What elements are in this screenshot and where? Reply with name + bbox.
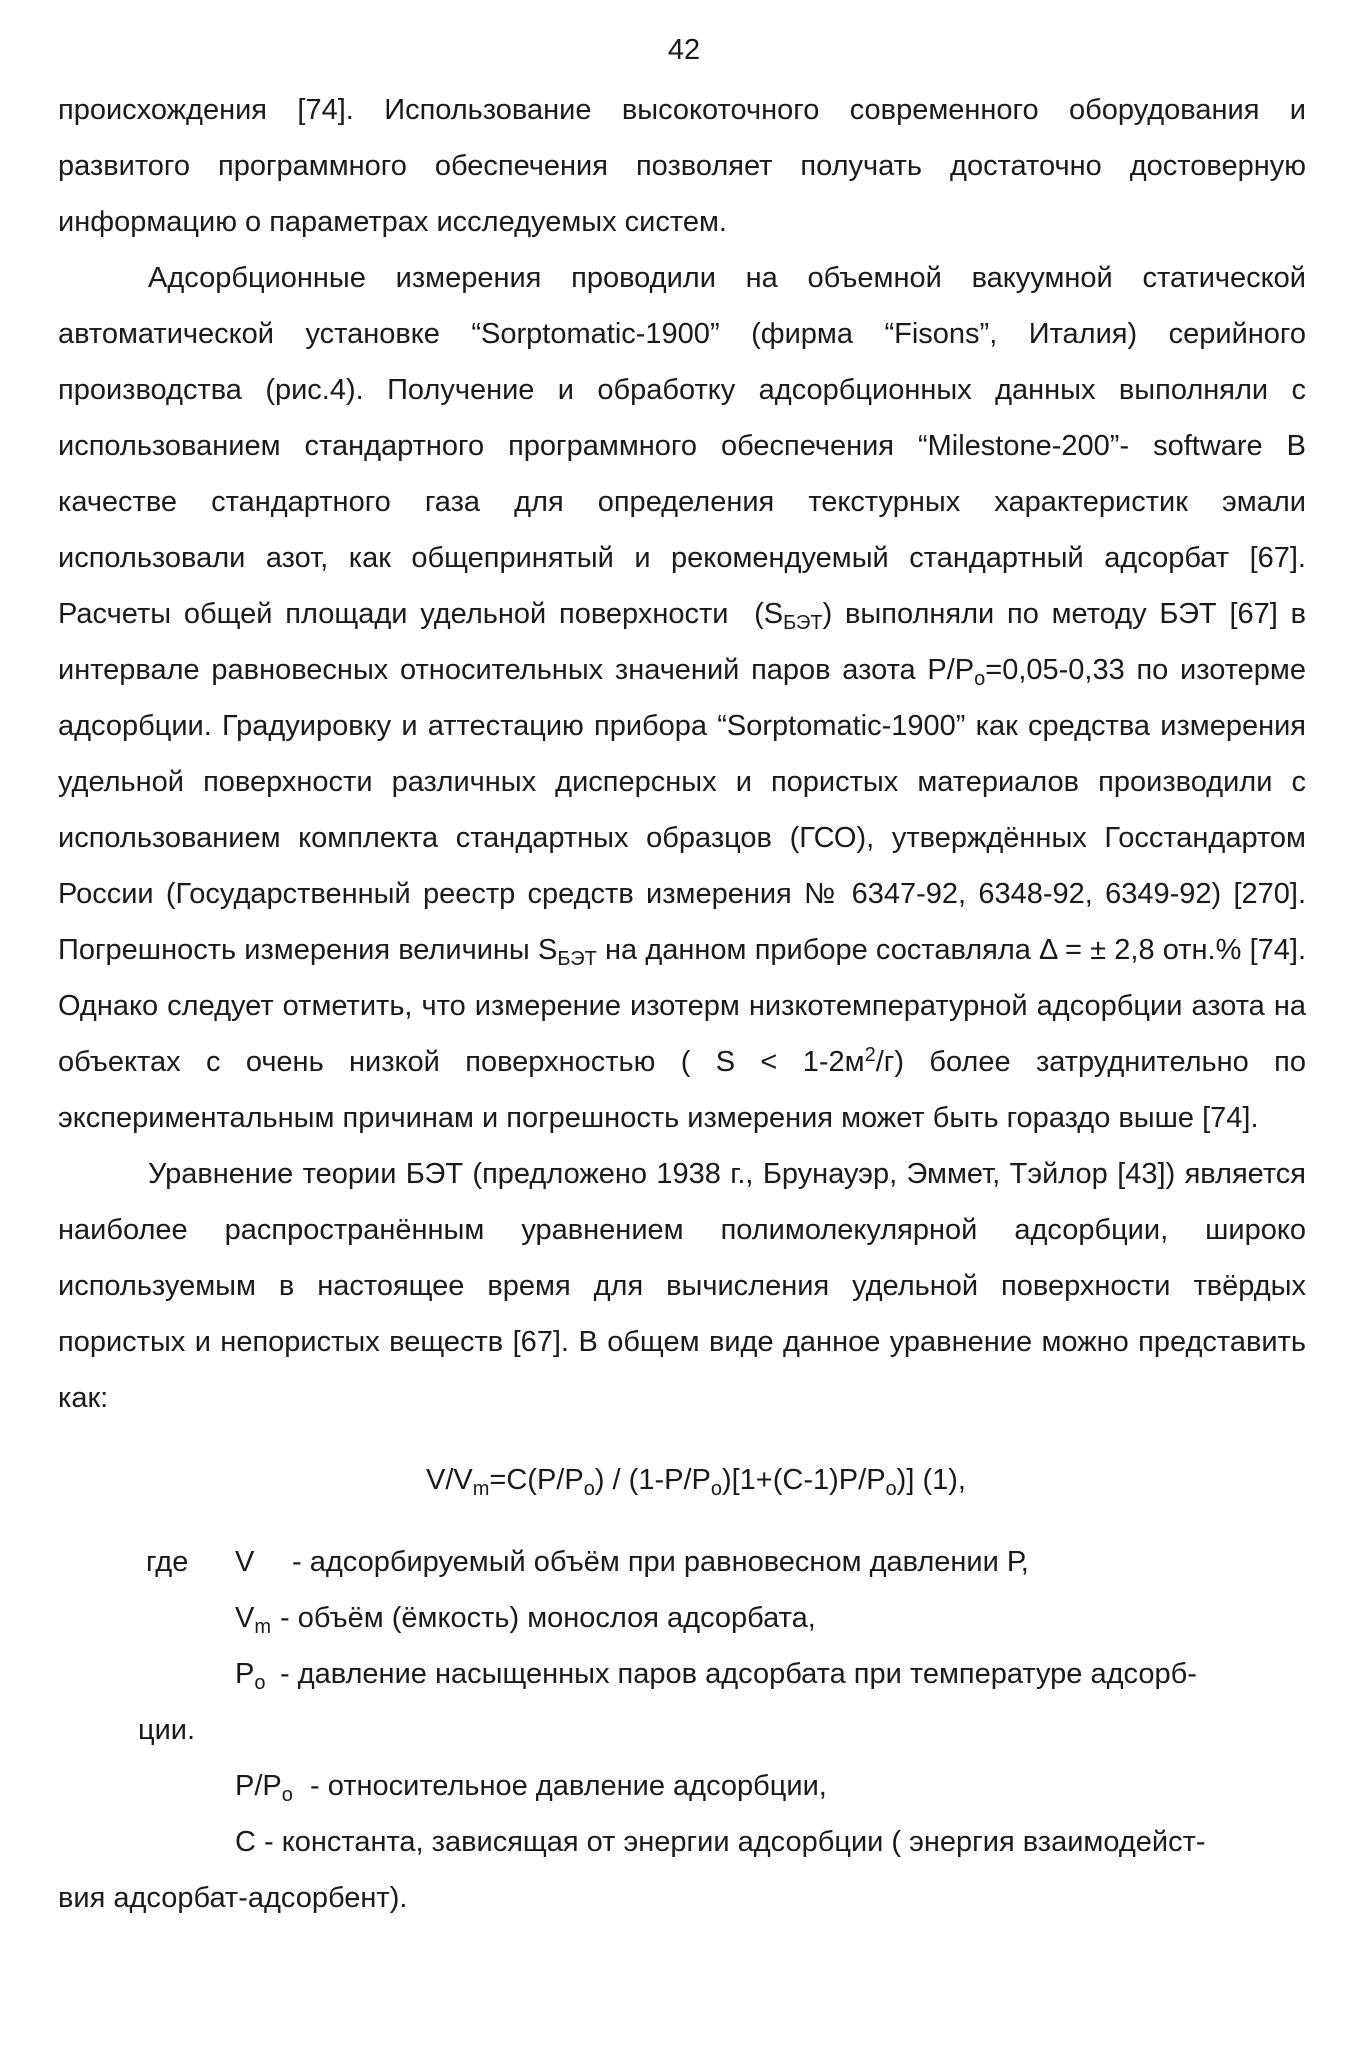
eq-sub: o: [885, 1478, 897, 1500]
symbol-ppo-sub: o: [281, 1784, 293, 1806]
definition-po: [58, 1646, 1306, 1702]
eq-part: ) / (1-P/P: [594, 1464, 711, 1496]
s-bet-close: ) выполняли по методу БЭТ: [822, 598, 1217, 630]
paragraph-2: [58, 250, 1306, 1146]
document-body: [58, 82, 1306, 1926]
paragraph-1: происхождения [74]. Использование высокоточного современного оборудования и развитого программного обеспечения позволяет получать достаточно достоверную информацию о параметрах исследуемых систем.: [58, 94, 1306, 238]
page-number: 42: [667, 34, 701, 66]
eq-sub: o: [710, 1478, 722, 1500]
symbol-ppo: [235, 1758, 293, 1814]
definition-c-continuation-row: [58, 1870, 1306, 1926]
bet-equation: [58, 1426, 1306, 1534]
paragraph-2-text-e: /г) более затруднительно по экспериментальным причинам и погрешность измерения может быть гораздо выше [74].: [58, 1046, 1306, 1134]
squared-superscript: 2: [864, 1044, 876, 1066]
symbol-ppo-base: P/P: [235, 1770, 282, 1802]
symbol-po-sub: o: [254, 1672, 266, 1694]
definition-ppo: [58, 1758, 1306, 1814]
bet-subscript-2: БЭТ: [557, 948, 597, 970]
symbol-vm: [235, 1590, 271, 1646]
definition-c-continuation: вия адсорбат-адсорбент).: [58, 1882, 408, 1914]
paragraph-2-text-c: =0,05-0,33 по изотерме адсорбции. Градуировку и аттестацию прибора “Sorptomatic-1900” как средства измерения удельной поверхности различных дисперсных и пористых материалов производили с использованием комплекта стандартных образцов (ГСО), утверждённых Госстандартом России (Государственный реестр средств измерения № 6347-92, 6348-92, 6349-92) [270]. Погрешность измерения величины S: [58, 654, 1306, 966]
definition-po-text: - давление насыщенных паров адсорбата при температуре адсорб-: [280, 1658, 1197, 1690]
eq-part: )] (1),: [896, 1464, 966, 1496]
bet-subscript: БЭТ: [783, 612, 823, 634]
eq-sub: m: [472, 1478, 490, 1500]
eq-part: =C(P/P: [489, 1464, 584, 1496]
definition-vm-text: - объём (ёмкость) монослоя адсорбата,: [280, 1602, 816, 1634]
paragraph-2-text-d: на данном приборе составляла Δ = ± 2,8 отн.% [74]. Однако следует отметить, что измерение изотерм низкотемпературной адсорбции азота на объектах с очень низкой поверхностью ( S < 1-2м: [58, 934, 1307, 1078]
definition-ppo-text: - относительное давление адсорбции,: [310, 1770, 827, 1802]
eq-sub: o: [583, 1478, 595, 1500]
symbol-definitions: [58, 1534, 1306, 1926]
symbol-v: V: [235, 1546, 255, 1578]
paragraph-3: Уравнение теории БЭТ (предложено 1938 г., Брунауэр, Эммет, Тэйлор [43]) является наиболее распространённым уравнением полимолекулярной адсорбции, широко используемым в настоящее время для вычисления удельной поверхности твёрдых пористых и непористых веществ [67]. В общем виде данное уравнение можно представить как:: [58, 1158, 1306, 1414]
symbol-vm-sub: m: [254, 1616, 272, 1638]
definition-c-text: С - константа, зависящая от энергии адсорбции ( энергия взаимодейст-: [235, 1826, 1206, 1858]
definition-po-continuation: ции.: [138, 1714, 196, 1746]
definition-v-text: - адсорбируемый объём при равновесном давлении Р,: [292, 1546, 1029, 1578]
symbol-po-base: P: [235, 1658, 255, 1690]
paragraph-2-text: Адсорбционные измерения проводили на объемной вакуумной статической автоматической установке “Sorptomatic-1900” (фирма “Fisons”, Италия) серийного производства (рис.4). Получение и обработку адсорбционных данных выполняли с использованием стандартного программного обеспечения “Milestone-200”- software В качестве стандартного газа для определения текстурных характеристик эмали использовали азот, как общепринятый и рекомендуемый стандартный адсорбат [67]. Расчеты общей площади удельной поверхности: [58, 262, 1306, 630]
symbol-po: [235, 1646, 265, 1702]
p0-subscript: o: [974, 668, 986, 690]
eq-part: V/V: [426, 1464, 473, 1496]
definition-vm: [58, 1590, 1306, 1646]
paragraph-2-text-b: [67] в интервале равновесных относительных значений паров азота P/P: [58, 598, 1306, 686]
definition-c: [58, 1814, 1306, 1870]
symbol-vm-base: V: [235, 1602, 255, 1634]
where-label: где: [146, 1546, 189, 1578]
eq-part: )[1+(C-1)P/P: [721, 1464, 886, 1496]
definition-v: [58, 1534, 1306, 1590]
s-bet-open: (S: [754, 598, 784, 630]
